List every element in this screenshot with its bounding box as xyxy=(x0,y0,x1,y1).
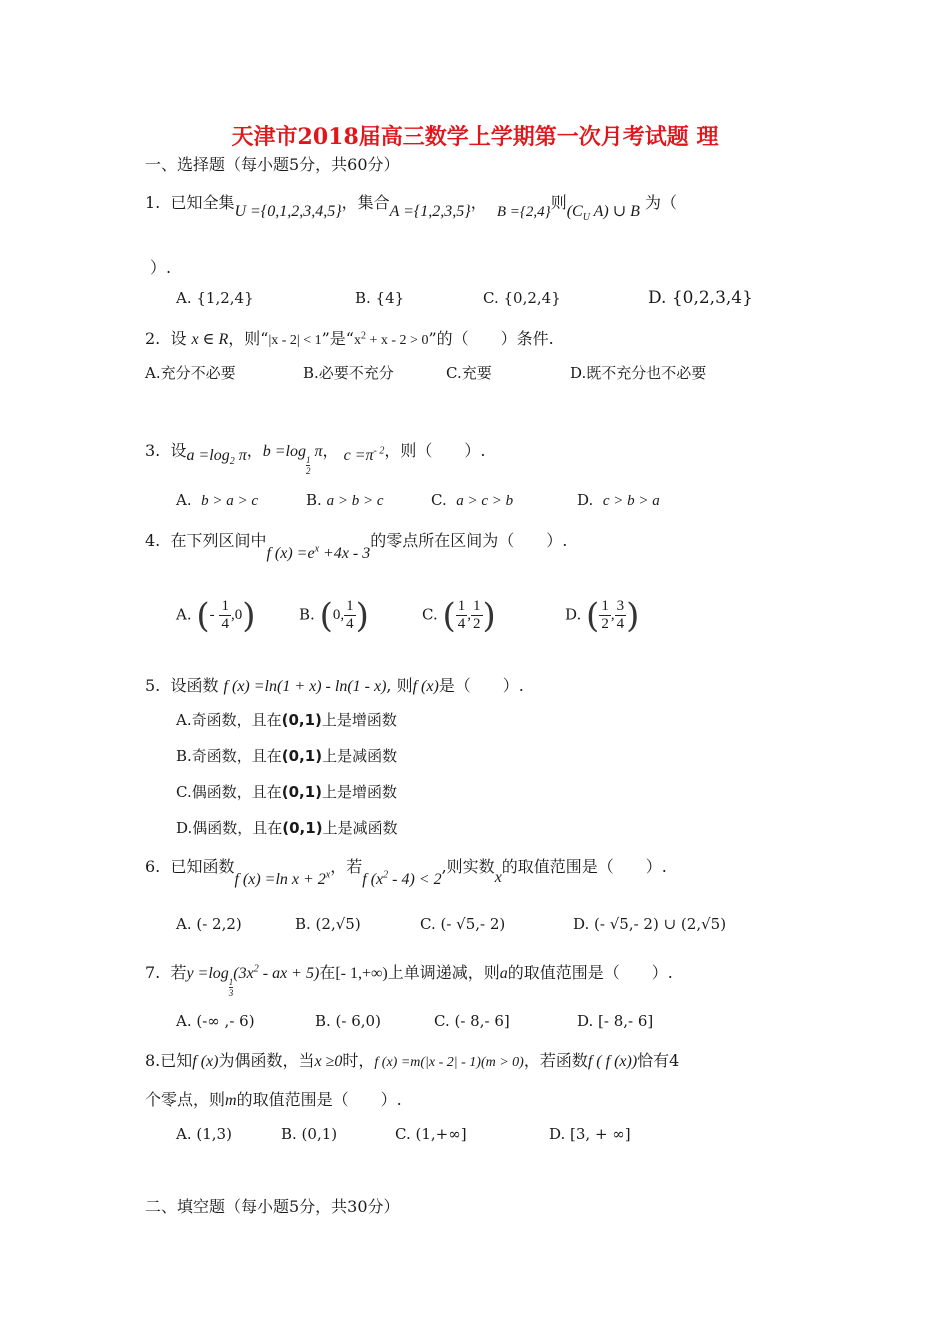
definition-a: $a =\log_2$ π xyxy=(186,447,247,468)
question-text: 在下列区间中 xyxy=(170,531,267,550)
question-text: 的取值范围是（ ）. xyxy=(501,857,667,876)
variable-m: m xyxy=(225,1092,237,1109)
question-text: 已知全集 xyxy=(170,193,235,212)
question-3: 3. 设$a =\log_2$ π，b =log $\frac{1}{2}$ π， $c =\pi^{- 2}$，则（ ）. xyxy=(145,441,486,476)
question-text: 设 xyxy=(170,329,187,348)
question-text: ”的（ ）条件. xyxy=(428,329,554,348)
question-number: 1. xyxy=(145,193,161,212)
condition-1: |x - 2| < 1 xyxy=(268,333,322,348)
question-text: 8.已知 xyxy=(145,1051,193,1070)
set-B: B ={2,4} xyxy=(496,204,551,220)
document-title: 天津市2018届高三数学上学期第一次月考试题 理 xyxy=(231,124,719,150)
q5-option-d: D.偶函数，且在(0,1)上是减函数 xyxy=(176,819,398,837)
question-text: 若 xyxy=(170,963,187,982)
question-4 xyxy=(145,528,568,562)
q7-option-d: D. [- 8,- 6] xyxy=(577,1012,654,1030)
question-text: 的零点所在区间为（ ）. xyxy=(370,531,568,550)
function-definition: f (x) =m(|x - 2| - 1)(m > 0) xyxy=(374,1055,524,1070)
definition-c: $c =\pi^{- 2}$ xyxy=(343,445,385,464)
question-number: 6. xyxy=(145,857,161,876)
q3-option-b: B. a > b > c xyxy=(306,491,384,509)
question-number: 3. xyxy=(145,441,161,460)
q8-option-b: B. (0,1) xyxy=(281,1125,338,1143)
function-f-ref: f (x) xyxy=(412,678,439,695)
condition-x: x ≥0 xyxy=(314,1053,343,1070)
q4-option-c: C. ( $\frac{1}{4}$ , $\frac{1}{2}$ ) xyxy=(422,595,496,636)
question-8-continuation: 个零点，则m的取值范围是（ ）. xyxy=(145,1090,402,1109)
section-heading-fill-blank: 二、填空题（每小题5分，共30分） xyxy=(145,1197,400,1216)
question-text: 设 xyxy=(170,441,187,460)
question-text: ， xyxy=(470,193,487,212)
question-text: 则 xyxy=(550,193,567,212)
q6-option-d: D. (- √5,- 2) ∪ (2,√5) xyxy=(573,915,727,933)
question-1-continuation: ）. xyxy=(150,258,172,277)
question-text: 的取值范围是（ ）. xyxy=(507,963,673,982)
q7-option-a: A. (-∞ ,- 6) xyxy=(176,1012,255,1030)
q1-option-d: D. {0,2,3,4} xyxy=(648,288,753,308)
inequality: f $(x^2 - 4) < 2$ xyxy=(362,869,442,888)
condition-2: $x^2 + x - 2 > 0$ xyxy=(354,330,429,348)
question-2 xyxy=(145,326,554,349)
question-text: ，则（ ）. xyxy=(384,441,486,460)
question-text: 在 xyxy=(319,963,336,982)
variable-x: x xyxy=(494,869,502,886)
q3-option-d: D. c > b > a xyxy=(577,491,660,509)
set-A: A ={1,2,3,5} xyxy=(389,203,471,220)
question-1 xyxy=(145,190,678,224)
question-text: 为（ xyxy=(645,193,678,212)
question-text: ,则实数 xyxy=(441,857,495,876)
q2-option-a: A.充分不必要 xyxy=(145,364,236,382)
q5-option-b: B.奇函数，且在(0,1)上是减函数 xyxy=(176,747,398,765)
q3-option-c: C. a > c > b xyxy=(431,491,514,509)
question-7 xyxy=(145,960,673,998)
question-text: 是（ ）. xyxy=(438,676,524,695)
q4-option-b: B. (0, $\frac{1}{4}$ ) xyxy=(299,595,369,636)
q8-option-a: A. (1,3) xyxy=(176,1125,232,1143)
q1-option-b: B. {4} xyxy=(355,289,405,307)
q5-option-c: C.偶函数，且在(0,1)上是增函数 xyxy=(176,783,398,801)
question-text: ，若 xyxy=(330,857,363,876)
function-f: f (x) =ln $x + 2^x$ xyxy=(234,869,331,888)
q4-option-d: D. ( $\frac{1}{2}$ , $\frac{3}{4}$ ) xyxy=(565,595,640,636)
question-text: 上单调递减，则 xyxy=(387,963,500,982)
question-6 xyxy=(145,854,667,888)
q7-option-c: C. (- 8,- 6] xyxy=(434,1012,510,1030)
question-text: 时， xyxy=(342,1051,375,1070)
q2-option-d: D.既不充分也不必要 xyxy=(570,364,707,382)
question-text: 为偶函数，当 xyxy=(218,1051,315,1070)
question-text: 已知函数 xyxy=(170,857,235,876)
q2-option-c: C.充要 xyxy=(446,364,492,382)
complement-expression: ($C_U$ A) ∪ B xyxy=(566,203,640,224)
function-f: f $(x) =e^x +4x - 3$ xyxy=(266,543,371,562)
q4-option-a: A. (- $\frac{1}{4}$ ,0) xyxy=(176,595,256,636)
question-number: 2. xyxy=(145,329,161,348)
variable-x: x ∈ R xyxy=(191,331,229,348)
q7-option-b: B. (- 6,0) xyxy=(315,1012,381,1030)
q2-option-b: B.必要不充分 xyxy=(303,364,394,382)
question-text: ，若函数 xyxy=(523,1051,588,1070)
q5-option-a: A.奇函数，且在(0,1)上是增函数 xyxy=(176,711,397,729)
set-U: U ={0,1,2,3,4,5} xyxy=(234,203,342,220)
question-text: 恰有4 xyxy=(637,1051,680,1070)
q8-option-c: C. (1,+∞] xyxy=(395,1125,467,1143)
question-text: ”是“ xyxy=(321,329,354,348)
q6-option-a: A. (- 2,2) xyxy=(176,915,242,933)
q6-option-c: C. (- √5,- 2) xyxy=(420,915,506,933)
question-number: 7. xyxy=(145,963,161,982)
variable-a: a xyxy=(499,965,508,982)
definition-b: b =log $\frac{1}{2}$ π xyxy=(262,443,323,476)
question-text: ，则“ xyxy=(228,329,269,348)
question-text: 设函数 xyxy=(170,676,219,695)
q1-option-a: A. {1,2,4} xyxy=(176,289,254,307)
q6-option-b: B. (2,√5) xyxy=(295,915,361,933)
question-number: 4. xyxy=(145,531,161,550)
question-text: , 则 xyxy=(386,676,413,695)
function-f: f (x) =ln(1 + x) - ln(1 - x) xyxy=(223,678,387,695)
function-f: f (x) xyxy=(192,1053,219,1070)
question-number: 5. xyxy=(145,676,161,695)
composite-function: f ( f (x)) xyxy=(587,1053,638,1070)
q8-option-d: D. [3, + ∞] xyxy=(549,1125,631,1143)
function-y: y =log $\frac{1}{3}$ ($3x^2$ - ax + 5) xyxy=(186,963,320,998)
question-text: ，集合 xyxy=(341,193,390,212)
q3-option-a: A. b > a > c xyxy=(176,491,259,509)
interval: [- 1,+∞) xyxy=(335,965,388,982)
question-5 xyxy=(145,673,524,696)
section-heading-choice: 一、选择题（每小题5分，共60分） xyxy=(145,155,400,174)
question-8 xyxy=(145,1048,679,1071)
q1-option-c: C. {0,2,4} xyxy=(483,289,561,307)
